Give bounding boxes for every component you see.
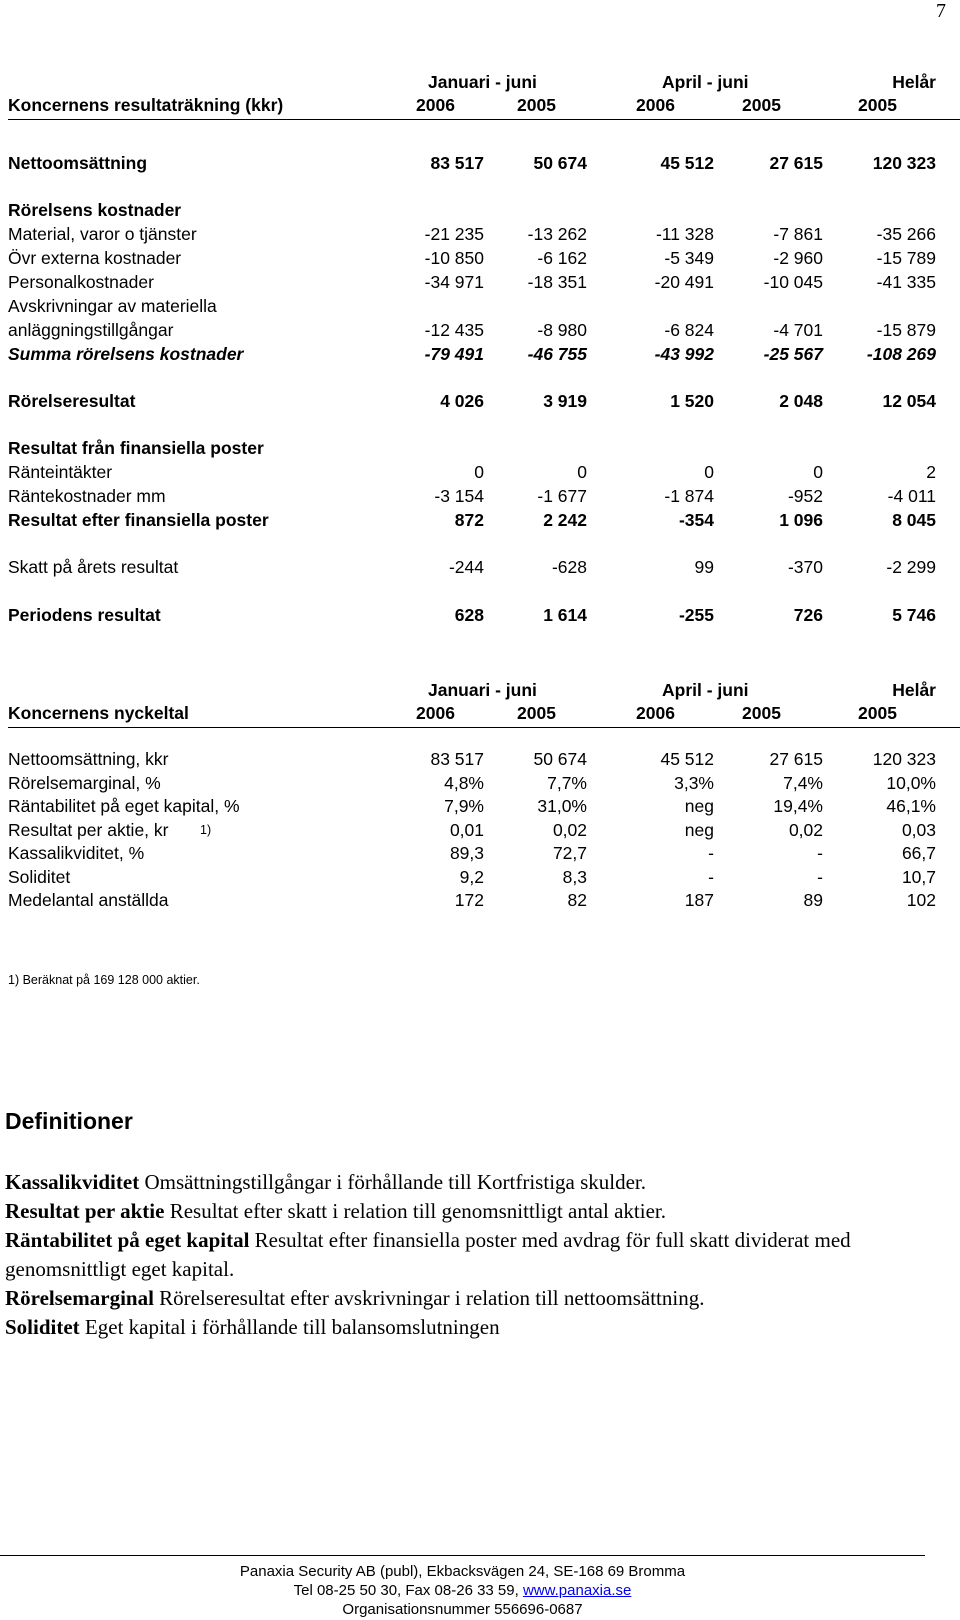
period-header-row <box>8 680 960 704</box>
row-label: Räntekostnader mm <box>8 486 166 506</box>
cell-value: 27 615 <box>769 749 823 769</box>
table-row <box>8 153 960 177</box>
row-label: Ränteintäkter <box>8 462 113 482</box>
definition-term: Kassalikviditet <box>5 1170 140 1194</box>
table-row <box>8 773 960 797</box>
cell-value: 0 <box>474 462 484 482</box>
row-label: Personalkostnader <box>8 272 154 292</box>
footer-phone-fax: Tel 08-25 50 30, Fax 08-26 33 59, <box>293 1582 523 1599</box>
cell-value: 3 919 <box>543 391 587 411</box>
cell-value: -2 299 <box>886 557 936 577</box>
table-row <box>8 272 960 296</box>
period-header-full-year: Helår <box>892 680 936 700</box>
cell-value: 120 323 <box>872 749 936 769</box>
cell-value: 2 <box>926 462 936 482</box>
cell-value: 7,4% <box>783 772 823 793</box>
table-row <box>8 749 960 773</box>
year-header: 2005 <box>517 703 556 723</box>
cell-value: -255 <box>678 605 714 625</box>
cell-value: 82 <box>567 890 587 910</box>
year-header: 2006 <box>636 95 675 115</box>
cell-value: -15 879 <box>876 320 936 340</box>
cell-value: -370 <box>787 557 823 577</box>
cell-value: -6 162 <box>537 248 587 268</box>
cell-value: 726 <box>793 605 823 625</box>
footer-address: Panaxia Security AB (publ), Ekbacksvägen 24, SE-168 69 Bromma <box>239 1563 686 1580</box>
row-label: Avskrivningar av materiella <box>8 296 217 316</box>
cell-value: 0,02 <box>788 819 823 840</box>
row-label: Skatt på årets resultat <box>8 557 179 577</box>
cell-value: -6 824 <box>664 320 714 340</box>
cell-value: -34 971 <box>424 272 484 292</box>
row-label: Rörelsemarginal, % <box>8 772 161 793</box>
cell-value: 19,4% <box>773 796 823 816</box>
definition-item <box>5 1168 935 1197</box>
table-row <box>8 200 960 224</box>
cell-value: 45 512 <box>660 749 714 769</box>
table-row <box>8 486 960 510</box>
cell-value: 3,3% <box>674 772 714 793</box>
table-row <box>8 248 960 272</box>
cell-value: -21 235 <box>424 224 484 244</box>
cell-value: -108 269 <box>866 344 936 364</box>
cell-value: -15 789 <box>876 248 936 268</box>
table-row <box>8 890 960 914</box>
cell-value: 0,03 <box>901 819 936 840</box>
cell-value: 187 <box>684 890 714 910</box>
cell-value: 72,7 <box>552 843 587 863</box>
cell-value: 8 045 <box>892 510 936 530</box>
row-label: Nettoomsättning <box>8 153 148 173</box>
cell-value: - <box>817 866 823 887</box>
cell-value: 27 615 <box>769 153 823 173</box>
cell-value: 89 <box>803 890 823 910</box>
cell-value: 1 614 <box>543 605 587 625</box>
table-row <box>8 605 960 629</box>
period-header-apr-jun: April - juni <box>662 72 749 92</box>
cell-value: - <box>817 843 823 863</box>
cell-value: 12 054 <box>882 391 936 411</box>
definition-item <box>5 1313 935 1342</box>
cell-value: 7,7% <box>547 772 587 793</box>
row-label: anläggningstillgångar <box>8 320 174 340</box>
cell-value: 83 517 <box>430 749 484 769</box>
cell-value: 102 <box>906 890 936 910</box>
cell-value: 4,8% <box>444 772 484 793</box>
row-label: Resultat per aktie, kr <box>8 819 169 840</box>
cell-value: -46 755 <box>527 344 587 364</box>
cell-value: -628 <box>551 557 587 577</box>
year-header: 2006 <box>416 703 455 723</box>
cell-value: 50 674 <box>533 749 587 769</box>
cell-value: -1 874 <box>664 486 714 506</box>
row-label: Rörelseresultat <box>8 391 136 411</box>
year-header: 2005 <box>517 95 556 115</box>
table-row <box>8 438 960 462</box>
cell-value: 10,7 <box>901 866 936 887</box>
cell-value: neg <box>684 819 714 840</box>
cell-value: -20 491 <box>654 272 714 292</box>
definition-text: Rörelseresultat efter avskrivningar i relation till nettoomsättning. <box>153 1286 705 1310</box>
footer-org-number: Organisationsnummer 556696-0687 <box>342 1601 583 1618</box>
cell-value: -3 154 <box>434 486 484 506</box>
cell-value: -10 045 <box>763 272 823 292</box>
cell-value: -18 351 <box>527 272 587 292</box>
period-header-apr-jun: April - juni <box>662 680 749 700</box>
cell-value: 8,3 <box>562 866 587 887</box>
table-row <box>8 462 960 486</box>
cell-value: 46,1% <box>886 796 936 816</box>
cell-value: -244 <box>448 557 484 577</box>
row-label: Periodens resultat <box>8 605 161 625</box>
cell-value: -79 491 <box>424 344 484 364</box>
cell-value: 66,7 <box>901 843 936 863</box>
cell-value: -13 262 <box>527 224 587 244</box>
cell-value: 0,01 <box>449 819 484 840</box>
cell-value: 99 <box>694 557 714 577</box>
cell-value: 10,0% <box>886 772 936 793</box>
row-label: Soliditet <box>8 866 71 887</box>
table-row <box>8 224 960 248</box>
website-link[interactable]: www.panaxia.se <box>522 1582 632 1599</box>
row-label: Rörelsens kostnader <box>8 200 182 220</box>
definition-item <box>5 1226 935 1284</box>
table-title: Koncernens nyckeltal <box>8 703 189 723</box>
cell-value: -2 960 <box>773 248 823 268</box>
definition-text: Resultat efter skatt i relation till genomsnittligt antal aktier. <box>164 1199 666 1223</box>
cell-value: -5 349 <box>664 248 714 268</box>
table-row <box>8 391 960 415</box>
year-header: 2005 <box>742 95 781 115</box>
definition-text: Resultat efter finansiella poster med avdrag för full skatt dividerat med genomsnittligt eget kapital. <box>5 1228 851 1281</box>
definition-text: Eget kapital i förhållande till balansomslutningen <box>79 1315 500 1339</box>
definition-term: Resultat per aktie <box>5 1199 165 1223</box>
cell-value: 2 048 <box>779 391 823 411</box>
cell-value: 1 520 <box>670 391 714 411</box>
year-header: 2005 <box>858 703 897 723</box>
footer-contact <box>0 1581 925 1600</box>
period-header-jan-jun: Januari - juni <box>428 72 537 92</box>
cell-value: 0 <box>813 462 823 482</box>
cell-value: -11 328 <box>655 224 714 244</box>
cell-value: 7,9% <box>444 796 484 816</box>
cell-value: -4 701 <box>773 320 823 340</box>
definition-item <box>5 1284 935 1313</box>
row-label: Resultat från finansiella poster <box>8 438 264 458</box>
row-label: Nettoomsättning, kkr <box>8 749 169 769</box>
definitions-list <box>5 1168 935 1342</box>
header-rule <box>8 119 960 120</box>
definition-term: Räntabilitet på eget kapital <box>5 1228 250 1252</box>
cell-value: 4 026 <box>440 391 484 411</box>
cell-value: - <box>708 866 714 887</box>
cell-value: 120 323 <box>872 153 936 173</box>
cell-value: 0 <box>577 462 587 482</box>
cell-value: 628 <box>454 605 484 625</box>
cell-value: -41 335 <box>876 272 936 292</box>
cell-value: 31,0% <box>537 796 587 816</box>
table-row <box>8 344 960 368</box>
table-row <box>8 843 960 867</box>
period-header-row <box>8 72 960 96</box>
footer <box>0 1562 925 1619</box>
cell-value: 5 746 <box>892 605 936 625</box>
cell-value: -7 861 <box>773 224 823 244</box>
year-header: 2006 <box>416 95 455 115</box>
cell-value: -10 850 <box>424 248 484 268</box>
cell-value: - <box>708 843 714 863</box>
row-label: Kassalikviditet, % <box>8 843 145 863</box>
table-title: Koncernens resultaträkning (kkr) <box>8 95 284 115</box>
cell-value: -4 011 <box>887 486 936 506</box>
cell-value: 2 242 <box>543 510 587 530</box>
cell-value: 89,3 <box>449 843 484 863</box>
cell-value: -12 435 <box>424 320 484 340</box>
year-header-row <box>8 703 960 727</box>
definition-term: Rörelsemarginal <box>5 1286 154 1310</box>
period-header-full-year: Helår <box>892 72 936 92</box>
footnote: 1) Beräknat på 169 128 000 aktier. <box>8 973 200 987</box>
cell-value: -952 <box>787 486 823 506</box>
definitions-heading: Definitioner <box>5 1108 133 1134</box>
table-row <box>8 557 960 581</box>
row-label: Räntabilitet på eget kapital, % <box>8 796 240 816</box>
year-header: 2005 <box>858 95 897 115</box>
footer-rule <box>0 1555 925 1556</box>
cell-value: -35 266 <box>876 224 936 244</box>
table-row <box>8 796 960 820</box>
cell-value: 872 <box>454 510 484 530</box>
year-header-row <box>8 95 960 119</box>
cell-value: 0 <box>704 462 714 482</box>
cell-value: -8 980 <box>537 320 587 340</box>
row-label: Material, varor o tjänster <box>8 224 197 244</box>
cell-value: neg <box>684 796 714 816</box>
row-label: Resultat efter finansiella poster <box>8 510 269 530</box>
cell-value: 172 <box>454 890 484 910</box>
year-header: 2005 <box>742 703 781 723</box>
year-header: 2006 <box>636 703 675 723</box>
cell-value: 45 512 <box>660 153 714 173</box>
definition-text: Omsättningstillgångar i förhållande till Kortfristiga skulder. <box>139 1170 647 1194</box>
footnote-marker: 1) <box>200 822 212 837</box>
header-rule <box>8 727 960 728</box>
cell-value: 0,02 <box>552 819 587 840</box>
row-label: Medelantal anställda <box>8 890 169 910</box>
cell-value: -354 <box>678 510 714 530</box>
cell-value: 9,2 <box>459 866 484 887</box>
table-row <box>8 320 960 344</box>
cell-value: 83 517 <box>430 153 484 173</box>
cell-value: -43 992 <box>654 344 714 364</box>
period-header-jan-jun: Januari - juni <box>428 680 537 700</box>
table-row <box>8 510 960 534</box>
definition-term: Soliditet <box>5 1315 80 1339</box>
page-number: 7 <box>936 0 946 22</box>
cell-value: -25 567 <box>763 344 823 364</box>
cell-value: -1 677 <box>537 486 587 506</box>
cell-value: 1 096 <box>779 510 823 530</box>
cell-value: 50 674 <box>533 153 587 173</box>
row-label: Övr externa kostnader <box>8 248 182 268</box>
table-row <box>8 867 960 891</box>
definition-item <box>5 1197 935 1226</box>
table-row <box>8 296 960 320</box>
table-row <box>8 820 960 844</box>
row-label: Summa rörelsens kostnader <box>8 344 244 364</box>
